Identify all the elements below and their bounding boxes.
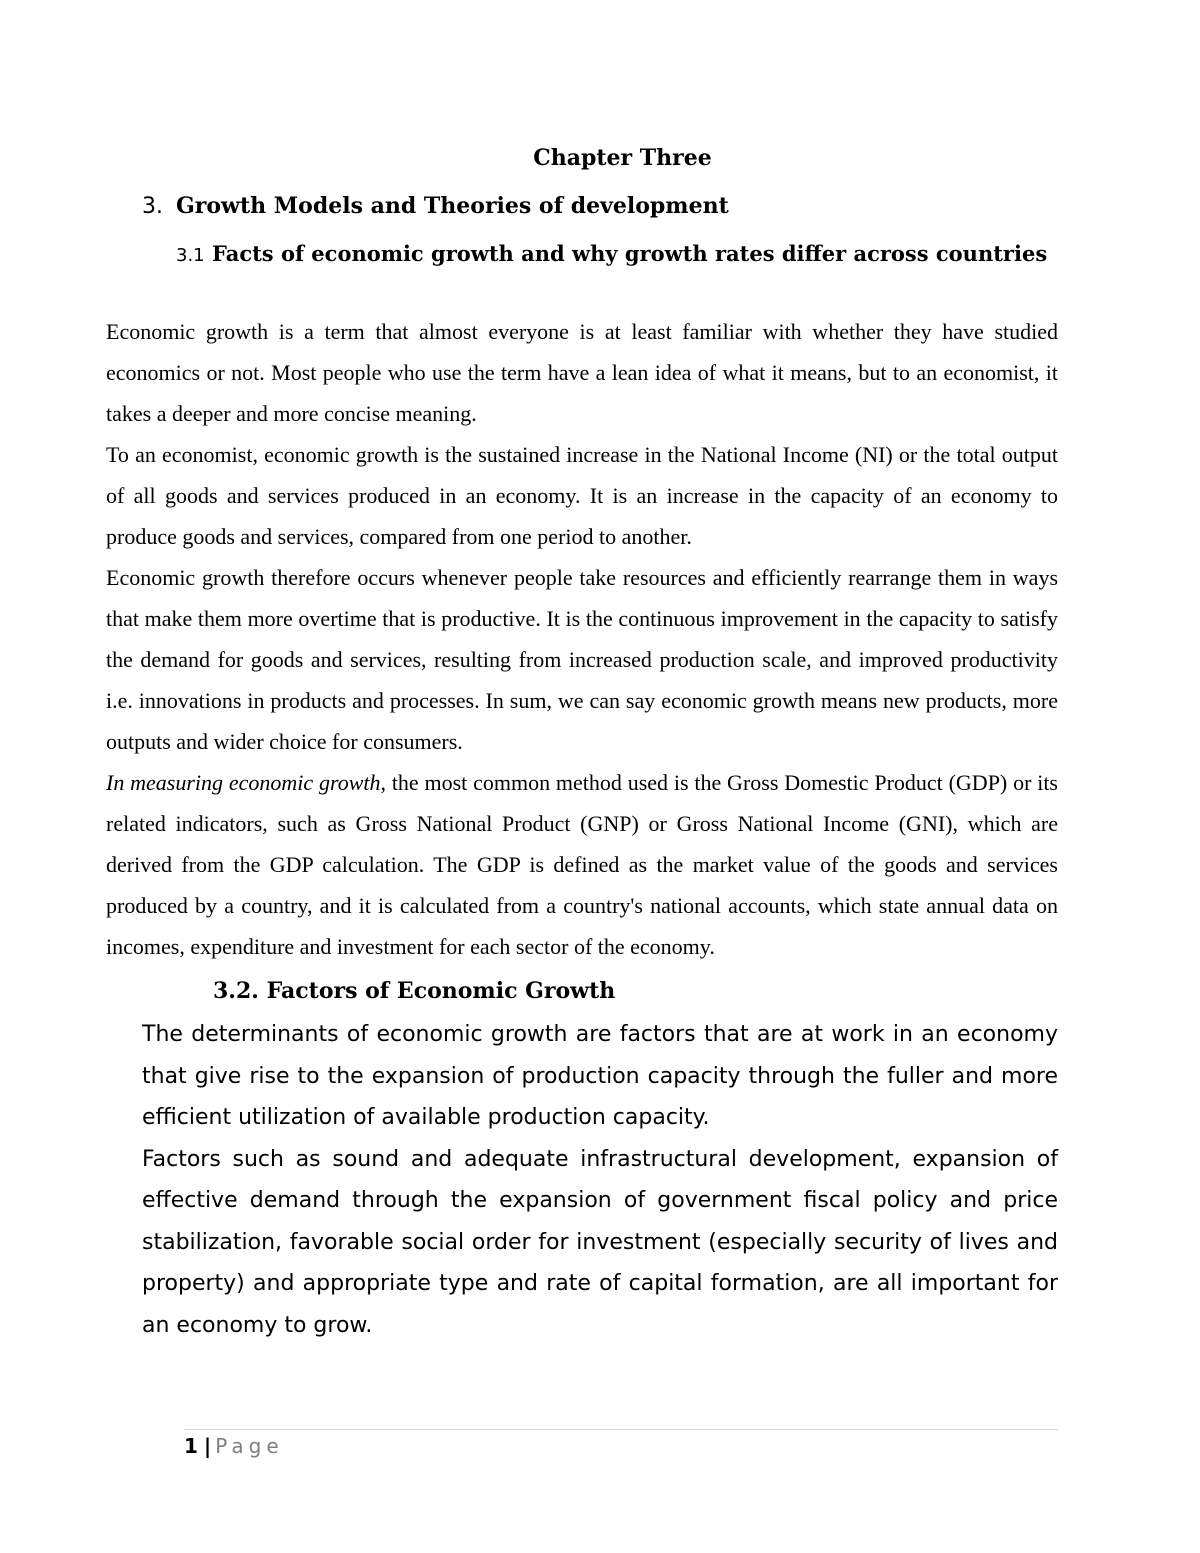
measuring-growth-italic-lead: In measuring economic growth	[106, 770, 381, 795]
paragraph-factors: Factors such as sound and adequate infrastructural development, expansion of effective demand through the expansion of government fiscal policy and price stabilization, favorable social order for investment (especially security of lives and property) and appropriate type and rate of capital formation, are all important for an economy to grow.	[142, 1146, 1058, 1338]
footer-separator: |	[203, 1434, 212, 1458]
paragraph-economic-growth-intro: Economic growth is a term that almost everyone is at least familiar with whether they have studied economics or not. Most people who use the term have a lean idea of what it means, but to an economist, it takes a deeper and more concise meaning.	[106, 319, 1058, 426]
section-3-2-heading: 3.2. Factors of Economic Growth	[213, 978, 616, 1004]
page-label: Page	[215, 1434, 284, 1458]
page-number: 1	[184, 1434, 198, 1458]
footer-divider	[184, 1429, 1058, 1430]
section-3-1-body	[106, 311, 1058, 967]
paragraph-measuring-growth	[106, 762, 1058, 967]
paragraph-growth-occurrence: Economic growth therefore occurs whenever people take resources and efficiently rearrange them in ways that make them more overtime that is productive. It is the continuous improvement in the capacity to satisfy the demand for goods and services, resulting from increased production scale, and improved productivity i.e. innovations in products and processes. In sum, we can say economic growth means new products, more outputs and wider choice for consumers.	[106, 565, 1058, 754]
section-3-1-heading	[176, 238, 1047, 272]
paragraph-economist-definition: To an economist, economic growth is the sustained increase in the National Income (NI) or the total output of all goods and services produced in an economy. It is an increase in the capacity of an economy to produce goods and services, compared from one period to another.	[106, 442, 1058, 549]
main-heading	[142, 190, 729, 223]
section-3-2-body	[142, 1014, 1058, 1346]
measuring-growth-text: , the most common method used is the Gross Domestic Product (GDP) or its related indicators, such as Gross National Product (GNP) or Gross National Income (GNI), which are derived from the GDP calculation. The GDP is defined as the market value of the goods and services produced by a country, and it is calculated from a country's national accounts, which state annual data on incomes, expenditure and investment for each sector of the economy.	[106, 770, 1058, 959]
section-3-1-title: Facts of economic growth and why growth rates differ across countries	[211, 241, 1048, 266]
paragraph-determinants: The determinants of economic growth are factors that are at work in an economy that give rise to the expansion of production capacity through the fuller and more efficient utilization of available production capacity.	[142, 1022, 1058, 1130]
main-heading-number: 3.	[142, 194, 163, 219]
page-footer	[184, 1431, 284, 1461]
main-heading-text: Growth Models and Theories of development	[176, 193, 729, 219]
chapter-title: Chapter Three	[533, 145, 712, 171]
section-3-1-number: 3.1	[176, 245, 205, 266]
